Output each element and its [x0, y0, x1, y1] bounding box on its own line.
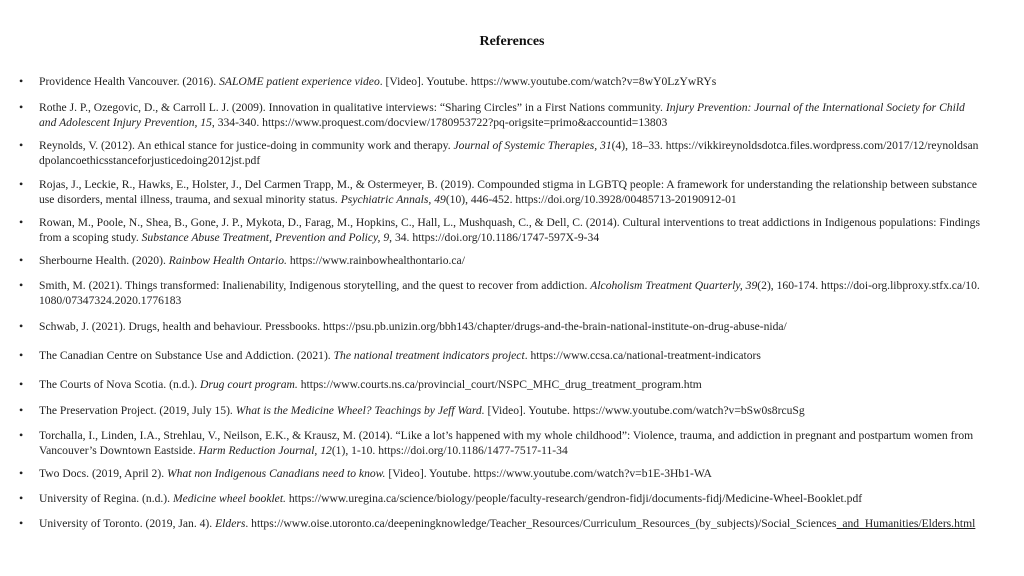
reference-italic: Psychiatric Annals, 49 [340, 193, 446, 206]
reference-text: (4), 18–33. [611, 139, 666, 152]
reference-italic: Journal of Systemic Therapies, 31 [453, 139, 612, 152]
reference-text: University of Toronto. (2019, Jan. 4). [39, 517, 216, 530]
reference-item [39, 466, 984, 481]
reference-text: . [524, 349, 531, 362]
reference-italic: Substance Abuse Treatment, Prevention and Policy, 9 [141, 231, 390, 244]
reference-item [39, 319, 984, 334]
reference-text: (1), 1-10. [331, 444, 379, 457]
reference-text: Schwab, J. (2021). Drugs, health and behaviour. Pressbooks. [39, 320, 324, 333]
reference-url[interactable]: https://www.uregina.ca/science/biology/people/faculty-research/gendron-fidji/documents-fidj/Medicine-Wheel-Booklet.pdf [288, 492, 863, 505]
reference-item [39, 138, 984, 168]
reference-url[interactable]: https://www.ccsa.ca/national-treatment-indicators [530, 349, 761, 362]
reference-url[interactable]: https://psu.pb.unizin.org/bbh143/chapter/drugs-and-the-brain-national-institute-on-drug-abuse-nida/ [323, 320, 787, 333]
reference-text: , 34. [389, 231, 413, 244]
reference-text: [Video]. Youtube. [385, 467, 474, 480]
reference-item [39, 100, 984, 130]
reference-item [39, 428, 984, 458]
reference-italic: Harm Reduction Journal, 12 [198, 444, 332, 457]
reference-italic: Alcoholism Treatment Quarterly, 39 [590, 279, 758, 292]
reference-text: Rojas, J., Leckie, R., Hawks, E., Holster, J., Del Carmen Trapp, M., & Ostermeyer, B. (2019). Compounded stigma in LGBTQ people: A framework for understanding the relationship between substance use disorders, mental illness, trauma, and sexual minority status. [39, 178, 977, 206]
reference-text: (10), 446-452. [445, 193, 516, 206]
reference-item [39, 348, 984, 363]
reference-url[interactable]: https://doi-org.libproxy.stfx.ca/10.1080/07347324.2020.1776183 [39, 279, 980, 307]
reference-item [39, 516, 984, 531]
reference-text: Providence Health Vancouver. (2016). [39, 75, 220, 88]
reference-text: (2), 160-174. [757, 279, 822, 292]
reference-italic: SALOME patient experience video [219, 75, 380, 88]
reference-url-underlined[interactable]: _and_Humanities/Elders.html [836, 517, 976, 530]
reference-url[interactable]: https://www.youtube.com/watch?v=b1E-3Hb1-WA [473, 467, 712, 480]
reference-url[interactable]: https://www.courts.ns.ca/provincial_court/NSPC_MHC_drug_treatment_program.htm [300, 378, 702, 391]
reference-text: Smith, M. (2021). Things transformed: Inalienability, Indigenous storytelling, and the quest to recover from addiction. [39, 279, 591, 292]
reference-url[interactable]: https://vikkireynoldsdotca.files.wordpress.com/2017/12/reynoldsandpolancoethicsstanceforjusticedoing2012jst.pdf [39, 139, 979, 167]
reference-url[interactable]: https://doi.org/10.1186/1747-597X-9-34 [412, 231, 600, 244]
reference-italic: Injury Prevention: Journal of the International Society for Child and Adolescent Injury Prevention, 15 [39, 101, 965, 129]
reference-item [39, 278, 984, 308]
reference-item [39, 491, 984, 506]
reference-text: Reynolds, V. (2012). An ethical stance for justice-doing in community work and therapy. [39, 139, 454, 152]
reference-url[interactable]: https://www.rainbowhealthontario.ca/ [289, 254, 465, 267]
reference-item [39, 177, 984, 207]
reference-italic: Medicine wheel booklet. [172, 492, 286, 505]
reference-text: , 334-340. [211, 116, 263, 129]
reference-text: University of Regina. (n.d.). [39, 492, 173, 505]
reference-url[interactable]: https://doi.org/10.1186/1477-7517-11-34 [378, 444, 568, 457]
reference-text: Rothe J. P., Ozegovic, D., & Carroll L. J. (2009). Innovation in qualitative interviews: “Sharing Circles” in a First Nations community. [39, 101, 666, 114]
reference-url[interactable]: https://www.oise.utoronto.ca/deepeningknowledge/Teacher_Resources/Curriculum_Resources_(by_subjects)/Social_Sciences [251, 517, 837, 530]
reference-text: The Courts of Nova Scotia. (n.d.). [39, 378, 200, 391]
reference-text: The Preservation Project. (2019, July 15). [39, 404, 236, 417]
reference-italic: What is the Medicine Wheel? Teachings by Jeff Ward. [235, 404, 485, 417]
reference-italic: What non Indigenous Canadians need to know. [167, 467, 386, 480]
reference-item [39, 74, 984, 89]
reference-url[interactable]: https://www.youtube.com/watch?v=8wY0LzYwRYs [470, 75, 717, 88]
reference-italic: Rainbow Health Ontario. [168, 254, 287, 267]
reference-italic: The national treatment indicators project [333, 349, 525, 362]
reference-text: . [Video]. Youtube. [379, 75, 471, 88]
reference-italic: Elders [215, 517, 246, 530]
reference-text: Two Docs. (2019, April 2). [39, 467, 167, 480]
page-title: References [479, 34, 545, 49]
reference-italic: Drug court program. [200, 378, 298, 391]
reference-text: . [245, 517, 252, 530]
reference-item [39, 215, 984, 245]
reference-url[interactable]: https://doi.org/10.3928/00485713-20190912-01 [515, 193, 737, 206]
reference-text: Torchalla, I., Linden, I.A., Strehlau, V., Neilson, E.K., & Krausz, M. (2014). “Like a lot’s happened with my whole childhood”: Violence, trauma, and addiction in pregnant and postpartum women from Vancouver’s Downtown Eastside. [39, 429, 974, 457]
reference-url[interactable]: https://www.proquest.com/docview/1780953722?pq-origsite=primo&accountid=13803 [262, 116, 668, 129]
reference-text: Sherbourne Health. (2020). [39, 254, 169, 267]
reference-item [39, 377, 984, 392]
reference-item [39, 253, 984, 268]
reference-text: [Video]. Youtube. [484, 404, 573, 417]
reference-text: The Canadian Centre on Substance Use and Addiction. (2021). [39, 349, 334, 362]
reference-text: Rowan, M., Poole, N., Shea, B., Gone, J. P., Mykota, D., Farag, M., Hopkins, C., Hall, L., Mushquash, C., & Dell, C. (2014). Cultural interventions to treat addictions in Indigenous populations: Findings from a scoping study. [39, 216, 980, 244]
reference-url[interactable]: https://www.youtube.com/watch?v=bSw0s8rcuSg [572, 404, 805, 417]
reference-item [39, 403, 984, 418]
